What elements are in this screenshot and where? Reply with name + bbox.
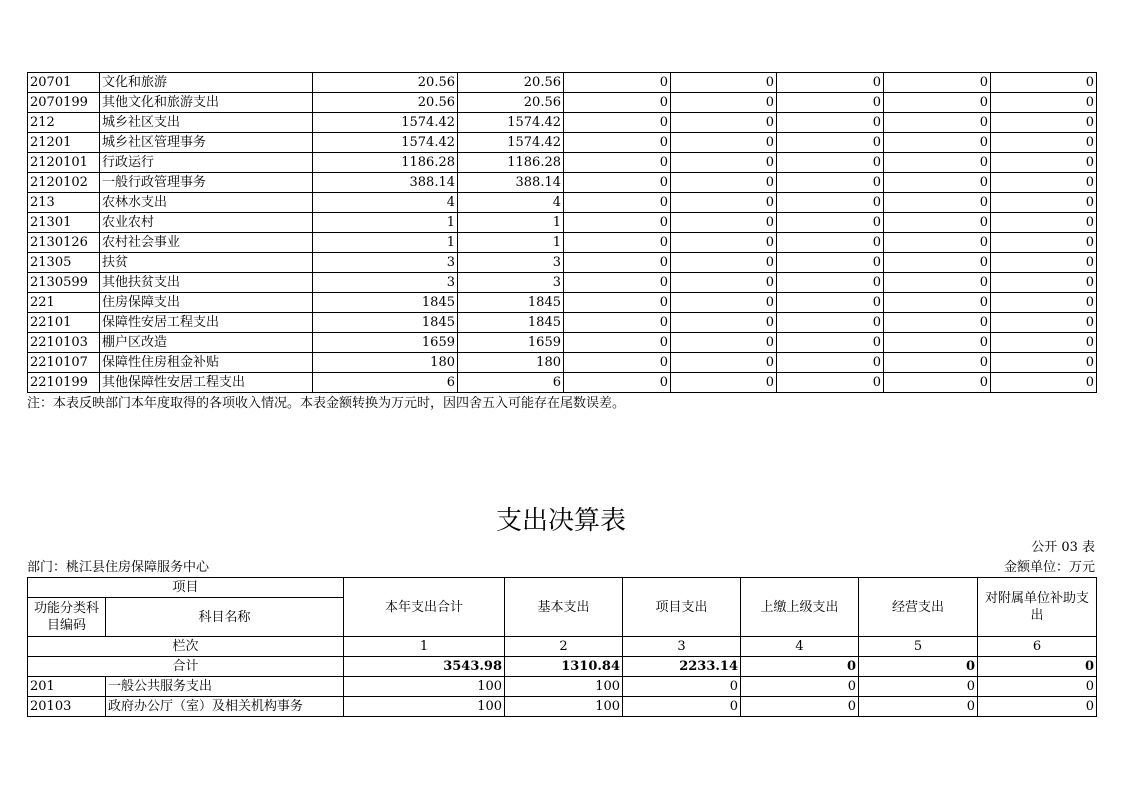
account-code: 2210199 (28, 373, 100, 393)
amount-cell: 0 (564, 113, 671, 133)
amount-cell: 0 (671, 173, 777, 193)
amount-cell: 180 (313, 353, 458, 373)
amount-cell: 0 (671, 233, 777, 253)
amount-cell: 0 (564, 153, 671, 173)
line-number: 5 (859, 637, 978, 657)
account-name: 保障性安居工程支出 (100, 313, 313, 333)
header-basic-expenditure: 基本支出 (505, 578, 623, 637)
amount-cell: 100 (505, 677, 623, 697)
amount-cell: 0 (991, 213, 1097, 233)
header-name: 科目名称 (106, 598, 344, 637)
account-name: 城乡社区管理事务 (100, 133, 313, 153)
header-business-expenditure: 经营支出 (859, 578, 978, 637)
amount-cell: 0 (777, 113, 884, 133)
amount-cell: 0 (671, 193, 777, 213)
amount-cell: 1 (313, 213, 458, 233)
account-code: 221 (28, 293, 100, 313)
amount-cell: 1845 (313, 293, 458, 313)
page-title: 支出决算表 (495, 506, 626, 536)
table-row (28, 173, 1097, 193)
amount-cell: 0 (777, 173, 884, 193)
table-row (28, 253, 1097, 273)
amount-cell: 0 (564, 233, 671, 253)
header-upper-level-expenditure: 上缴上级支出 (741, 578, 859, 637)
amount-cell: 180 (458, 353, 564, 373)
amount-cell: 0 (991, 193, 1097, 213)
amount-cell: 3 (458, 253, 564, 273)
account-name: 文化和旅游 (100, 73, 313, 93)
total-value: 0 (741, 657, 859, 677)
amount-cell: 0 (671, 333, 777, 353)
amount-cell: 0 (884, 113, 991, 133)
expenditure-table (27, 577, 1097, 717)
amount-cell: 0 (884, 153, 991, 173)
table-row (28, 133, 1097, 153)
amount-cell: 0 (671, 213, 777, 233)
amount-cell: 0 (777, 353, 884, 373)
amount-cell: 1186.28 (458, 153, 564, 173)
amount-cell: 0 (564, 173, 671, 193)
amount-cell: 0 (777, 273, 884, 293)
amount-cell: 100 (505, 697, 623, 717)
account-code: 2130599 (28, 273, 100, 293)
amount-cell: 0 (991, 113, 1097, 133)
header-item: 项目 (28, 578, 344, 598)
account-code: 2130126 (28, 233, 100, 253)
account-name: 其他文化和旅游支出 (100, 93, 313, 113)
total-row (28, 657, 1097, 677)
line-number-row (28, 637, 1097, 657)
amount-cell: 1845 (458, 313, 564, 333)
amount-cell: 0 (991, 73, 1097, 93)
amount-cell: 0 (564, 293, 671, 313)
account-code: 21305 (28, 253, 100, 273)
account-name: 一般行政管理事务 (100, 173, 313, 193)
amount-cell: 0 (564, 73, 671, 93)
amount-cell: 0 (991, 273, 1097, 293)
table-row (28, 213, 1097, 233)
amount-cell: 0 (991, 93, 1097, 113)
account-name: 其他保障性安居工程支出 (100, 373, 313, 393)
account-name: 住房保障支出 (100, 293, 313, 313)
table-row (28, 333, 1097, 353)
table-row (28, 153, 1097, 173)
amount-cell: 0 (884, 353, 991, 373)
account-name: 城乡社区支出 (100, 113, 313, 133)
table-row (28, 93, 1097, 113)
table-row (28, 273, 1097, 293)
amount-cell: 3 (313, 273, 458, 293)
amount-cell: 0 (777, 73, 884, 93)
amount-cell: 1 (313, 233, 458, 253)
amount-cell: 6 (313, 373, 458, 393)
account-code: 2120102 (28, 173, 100, 193)
amount-cell: 0 (991, 133, 1097, 153)
amount-cell: 1659 (313, 333, 458, 353)
amount-cell: 0 (884, 313, 991, 333)
amount-cell: 0 (623, 677, 741, 697)
amount-cell: 0 (671, 133, 777, 153)
amount-cell: 0 (671, 273, 777, 293)
amount-cell: 0 (741, 697, 859, 717)
amount-cell: 0 (978, 697, 1097, 717)
total-value: 3543.98 (344, 657, 505, 677)
amount-cell: 0 (671, 93, 777, 113)
amount-cell: 0 (991, 333, 1097, 353)
amount-cell: 1574.42 (313, 133, 458, 153)
account-name: 其他扶贫支出 (100, 273, 313, 293)
amount-cell: 0 (777, 313, 884, 333)
total-value: 1310.84 (505, 657, 623, 677)
amount-cell: 0 (991, 313, 1097, 333)
amount-cell: 0 (884, 93, 991, 113)
account-code: 2070199 (28, 93, 100, 113)
amount-cell: 1845 (313, 313, 458, 333)
amount-cell: 0 (564, 333, 671, 353)
form-number: 公开 03 表 (1031, 540, 1095, 555)
account-code: 201 (28, 677, 106, 697)
amount-cell: 0 (777, 333, 884, 353)
amount-cell: 0 (777, 233, 884, 253)
amount-cell: 0 (671, 313, 777, 333)
amount-cell: 0 (859, 697, 978, 717)
amount-cell: 3 (458, 273, 564, 293)
amount-cell: 0 (671, 113, 777, 133)
amount-cell: 0 (564, 133, 671, 153)
amount-cell: 388.14 (313, 173, 458, 193)
account-name: 保障性住房租金补贴 (100, 353, 313, 373)
amount-cell: 1659 (458, 333, 564, 353)
header-row-1 (28, 578, 1097, 598)
amount-cell: 1574.42 (313, 113, 458, 133)
amount-cell: 4 (313, 193, 458, 213)
amount-cell: 0 (991, 373, 1097, 393)
amount-cell: 0 (564, 253, 671, 273)
amount-cell: 0 (884, 173, 991, 193)
table-row (28, 293, 1097, 313)
line-number: 4 (741, 637, 859, 657)
line-number: 2 (505, 637, 623, 657)
amount-cell: 0 (777, 153, 884, 173)
amount-cell: 1 (458, 233, 564, 253)
account-code: 20701 (28, 73, 100, 93)
account-code: 212 (28, 113, 100, 133)
account-code: 21301 (28, 213, 100, 233)
account-name: 农林水支出 (100, 193, 313, 213)
amount-cell: 0 (884, 273, 991, 293)
amount-cell: 20.56 (458, 93, 564, 113)
amount-cell: 0 (777, 373, 884, 393)
account-code: 2120101 (28, 153, 100, 173)
amount-cell: 0 (884, 233, 991, 253)
amount-cell: 0 (777, 253, 884, 273)
table-row (28, 697, 1097, 717)
amount-cell: 0 (623, 697, 741, 717)
account-name: 行政运行 (100, 153, 313, 173)
header-code: 功能分类科目编码 (28, 598, 106, 637)
amount-cell: 100 (344, 677, 505, 697)
amount-cell: 0 (564, 373, 671, 393)
amount-cell: 0 (777, 213, 884, 233)
amount-cell: 0 (564, 213, 671, 233)
table-row (28, 233, 1097, 253)
account-name: 农村社会事业 (100, 233, 313, 253)
account-name: 扶贫 (100, 253, 313, 273)
amount-cell: 0 (777, 133, 884, 153)
table-note: 注：本表反映部门本年度取得的各项收入情况。本表金额转换为万元时，因四舍五入可能存在尾数误差。 (27, 396, 626, 411)
amount-cell: 0 (991, 173, 1097, 193)
line-number: 1 (344, 637, 505, 657)
total-value: 0 (859, 657, 978, 677)
amount-cell: 0 (564, 193, 671, 213)
amount-cell: 0 (671, 253, 777, 273)
amount-cell: 0 (884, 333, 991, 353)
account-code: 2210107 (28, 353, 100, 373)
total-label: 合计 (28, 657, 344, 677)
amount-cell: 0 (884, 133, 991, 153)
amount-cell: 0 (884, 293, 991, 313)
amount-cell: 0 (777, 193, 884, 213)
amount-cell: 3 (313, 253, 458, 273)
table-row (28, 313, 1097, 333)
account-code: 20103 (28, 697, 106, 717)
amount-cell: 1574.42 (458, 133, 564, 153)
amount-cell: 20.56 (313, 73, 458, 93)
line-label: 栏次 (28, 637, 344, 657)
amount-cell: 0 (671, 153, 777, 173)
table-row (28, 113, 1097, 133)
account-code: 21201 (28, 133, 100, 153)
table-row (28, 373, 1097, 393)
amount-cell: 0 (564, 313, 671, 333)
amount-cell: 0 (884, 253, 991, 273)
amount-cell: 0 (671, 373, 777, 393)
amount-cell: 0 (884, 373, 991, 393)
account-name: 一般公共服务支出 (106, 677, 344, 697)
amount-cell: 388.14 (458, 173, 564, 193)
amount-cell: 0 (671, 293, 777, 313)
amount-cell: 0 (991, 293, 1097, 313)
account-code: 2210103 (28, 333, 100, 353)
amount-cell: 0 (884, 193, 991, 213)
amount-cell: 100 (344, 697, 505, 717)
amount-cell: 0 (671, 73, 777, 93)
table-row (28, 193, 1097, 213)
amount-cell: 0 (978, 677, 1097, 697)
amount-cell: 0 (564, 93, 671, 113)
amount-cell: 6 (458, 373, 564, 393)
amount-cell: 0 (859, 677, 978, 697)
amount-cell: 20.56 (458, 73, 564, 93)
total-value: 2233.14 (623, 657, 741, 677)
amount-cell: 1 (458, 213, 564, 233)
amount-cell: 4 (458, 193, 564, 213)
account-code: 213 (28, 193, 100, 213)
amount-cell: 0 (991, 153, 1097, 173)
header-project-expenditure: 项目支出 (623, 578, 741, 637)
amount-cell: 0 (884, 213, 991, 233)
amount-cell: 0 (564, 353, 671, 373)
amount-cell: 1574.42 (458, 113, 564, 133)
header-total-expenditure: 本年支出合计 (344, 578, 505, 637)
amount-cell: 1845 (458, 293, 564, 313)
amount-cell: 20.56 (313, 93, 458, 113)
amount-cell: 0 (991, 253, 1097, 273)
amount-cell: 0 (777, 93, 884, 113)
account-name: 棚户区改造 (100, 333, 313, 353)
amount-cell: 0 (671, 353, 777, 373)
amount-cell: 0 (741, 677, 859, 697)
line-number: 6 (978, 637, 1097, 657)
line-number: 3 (623, 637, 741, 657)
amount-cell: 0 (884, 73, 991, 93)
table-row (28, 677, 1097, 697)
department-label: 部门：桃江县住房保障服务中心 (27, 560, 210, 575)
table-row (28, 73, 1097, 93)
total-value: 0 (978, 657, 1097, 677)
account-name: 农业农村 (100, 213, 313, 233)
header-subsidiary-subsidy: 对附属单位补助支出 (978, 578, 1097, 637)
income-table-continued (27, 72, 1097, 393)
amount-cell: 0 (564, 273, 671, 293)
amount-unit-label: 金额单位：万元 (1003, 560, 1095, 575)
amount-cell: 0 (991, 353, 1097, 373)
account-code: 22101 (28, 313, 100, 333)
account-name: 政府办公厅（室）及相关机构事务 (106, 697, 344, 717)
amount-cell: 1186.28 (313, 153, 458, 173)
amount-cell: 0 (991, 233, 1097, 253)
amount-cell: 0 (777, 293, 884, 313)
table-row (28, 353, 1097, 373)
